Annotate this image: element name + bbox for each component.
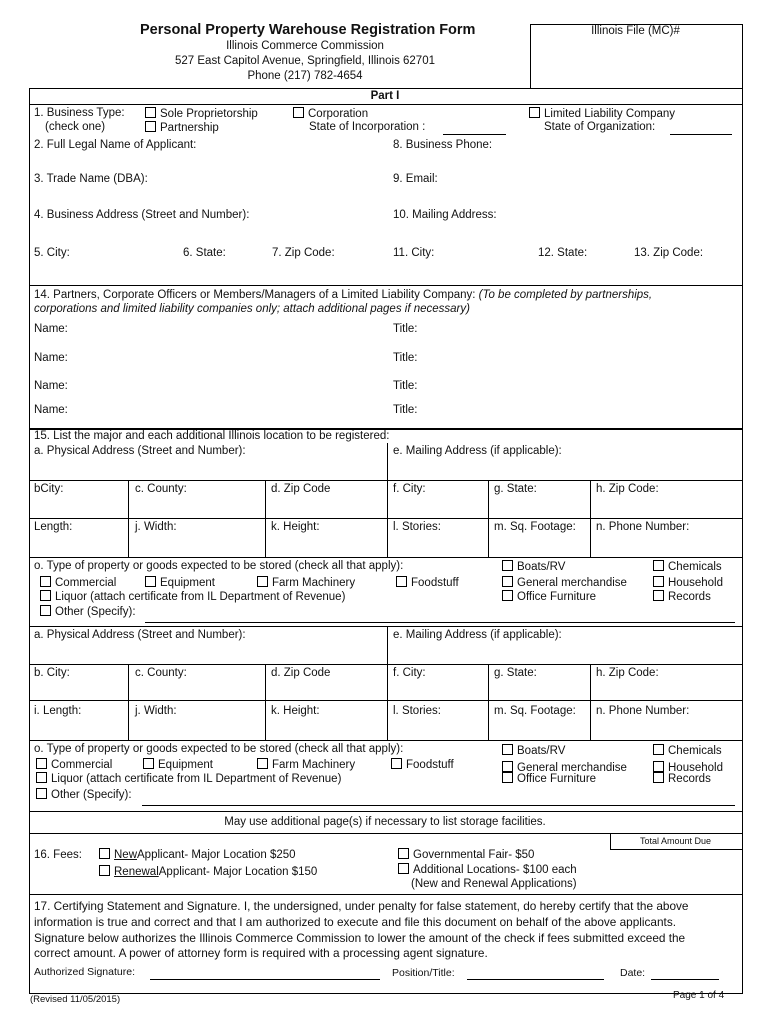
loc2-goods-commercial[interactable]: Commercial xyxy=(36,758,112,771)
revised-date: (Revised 11/05/2015) xyxy=(30,994,121,1005)
loc1-goods-general[interactable]: General merchandise xyxy=(502,576,627,589)
state-organization-line[interactable] xyxy=(670,134,732,135)
checkbox[interactable] xyxy=(99,848,110,859)
fee-governmental[interactable]: Governmental Fair- $50 xyxy=(398,848,534,861)
additional-pages-note: May use additional page(s) if necessary to list storage facilities. xyxy=(224,816,546,828)
loc1-mail-zip[interactable]: h. Zip Code: xyxy=(596,483,659,495)
certify-line-4: correct amount. A power of attorney form is required with a processing agent signature. xyxy=(34,946,488,960)
business-type-label: 1. Business Type: xyxy=(34,107,125,119)
checkbox[interactable] xyxy=(293,107,304,118)
loc1-phone[interactable]: n. Phone Number: xyxy=(596,521,690,533)
field-mail-city[interactable]: 11. City: xyxy=(393,247,435,259)
position-line[interactable] xyxy=(467,979,604,980)
loc2-goods-liquor[interactable]: Liquor (attach certificate from IL Department of Revenue) xyxy=(36,772,341,785)
checkbox[interactable] xyxy=(391,758,402,769)
loc2-goods-household[interactable]: Household xyxy=(653,761,723,774)
loc1-county[interactable]: c. County: xyxy=(135,483,187,495)
partners-note: corporations and limited liability companies only; attach additional pages if necessary) xyxy=(34,303,470,315)
fee-new-applicant[interactable]: NewApplicant- Major Location $250 xyxy=(99,848,296,861)
partner-name-4[interactable]: Name: xyxy=(34,404,68,416)
checkbox[interactable] xyxy=(143,758,154,769)
checkbox[interactable] xyxy=(257,758,268,769)
loc1-sq-footage[interactable]: m. Sq. Footage: xyxy=(494,521,576,533)
page-number: Page 1 of 4 xyxy=(673,990,725,1001)
loc2-goods-office[interactable]: Office Furniture xyxy=(502,772,596,785)
loc1-width[interactable]: j. Width: xyxy=(135,521,177,533)
option-partnership[interactable]: Partnership xyxy=(145,121,219,134)
field-business-address[interactable]: 4. Business Address (Street and Number): xyxy=(34,209,250,221)
checkbox[interactable] xyxy=(502,761,513,772)
loc2-other-line[interactable] xyxy=(142,805,735,806)
loc1-mail-city[interactable]: f. City: xyxy=(393,483,426,495)
loc1-physical-address[interactable]: a. Physical Address (Street and Number): xyxy=(34,445,246,457)
loc2-goods-farm[interactable]: Farm Machinery xyxy=(257,758,355,771)
checkbox[interactable] xyxy=(40,576,51,587)
partner-title-3[interactable]: Title: xyxy=(393,380,418,392)
loc1-goods-farm[interactable]: Farm Machinery xyxy=(257,576,355,589)
checkbox[interactable] xyxy=(36,772,47,783)
signature-line[interactable] xyxy=(150,979,380,980)
agency-address: 527 East Capitol Avenue, Springfield, Illinois 62701 xyxy=(175,55,435,67)
loc2-zip[interactable]: d. Zip Code xyxy=(271,667,331,679)
loc1-goods-other[interactable]: Other (Specify): xyxy=(40,605,136,618)
state-organization-label: State of Organization: xyxy=(544,121,656,133)
certify-line-1: 17. Certifying Statement and Signature. I, the undersigned, under penalty for false statement, do hereby certify that the above xyxy=(34,899,689,913)
field-mail-state[interactable]: 12. State: xyxy=(538,247,588,259)
certify-line-2: information is true and correct and that I am authorized to execute and file this document on behalf of the above applicants. xyxy=(34,915,677,929)
field-mail-zip[interactable]: 13. Zip Code: xyxy=(634,247,704,259)
loc1-mail-state[interactable]: g. State: xyxy=(494,483,537,495)
loc2-stories[interactable]: l. Stories: xyxy=(393,705,441,717)
loc1-goods-foodstuff[interactable]: Foodstuff xyxy=(396,576,459,589)
loc1-goods-office[interactable]: Office Furniture xyxy=(502,590,596,603)
loc1-goods-equipment[interactable]: Equipment xyxy=(145,576,215,589)
certify-line-3: Signature below authorizes the Illinois Commerce Commission to lower the amount of the check if fees submitted exceed the xyxy=(34,931,686,945)
checkbox[interactable] xyxy=(398,848,409,859)
checkbox[interactable] xyxy=(36,788,47,799)
loc2-mail-city[interactable]: f. City: xyxy=(393,667,426,679)
position-label: Position/Title: xyxy=(392,967,455,979)
signature-label: Authorized Signature: xyxy=(34,966,135,978)
checkbox[interactable] xyxy=(145,107,156,118)
loc2-city[interactable]: b. City: xyxy=(34,667,70,679)
loc2-goods-boats[interactable]: Boats/RV xyxy=(502,744,565,757)
checkbox[interactable] xyxy=(653,590,664,601)
loc1-goods-liquor[interactable]: Liquor (attach certificate from IL Department of Revenue) xyxy=(40,590,345,603)
agency-name: Illinois Commerce Commission xyxy=(226,40,384,52)
loc1-goods-chemicals[interactable]: Chemicals xyxy=(653,560,722,573)
loc2-height[interactable]: k. Height: xyxy=(271,705,320,717)
partner-name-3[interactable]: Name: xyxy=(34,380,68,392)
checkbox[interactable] xyxy=(502,576,513,587)
loc2-goods-equipment[interactable]: Equipment xyxy=(143,758,213,771)
checkbox[interactable] xyxy=(36,758,47,769)
checkbox[interactable] xyxy=(99,865,110,876)
checkbox[interactable] xyxy=(40,605,51,616)
loc1-goods-commercial[interactable]: Commercial xyxy=(40,576,116,589)
partner-title-2[interactable]: Title: xyxy=(393,352,418,364)
checkbox[interactable] xyxy=(653,744,664,755)
checkbox[interactable] xyxy=(653,772,664,783)
checkbox[interactable] xyxy=(40,590,51,601)
field-trade-name[interactable]: 3. Trade Name (DBA): xyxy=(34,173,148,185)
business-type-sub: (check one) xyxy=(45,121,106,133)
loc1-zip[interactable]: d. Zip Code xyxy=(271,483,331,495)
loc2-county[interactable]: c. County: xyxy=(135,667,187,679)
partner-title-1[interactable]: Title: xyxy=(393,323,418,335)
checkbox[interactable] xyxy=(502,590,513,601)
loc2-goods-chemicals[interactable]: Chemicals xyxy=(653,744,722,757)
loc2-mailing-address[interactable]: e. Mailing Address (if applicable): xyxy=(393,629,562,641)
loc1-height[interactable]: k. Height: xyxy=(271,521,320,533)
state-incorporation-label: State of Incorporation : xyxy=(309,121,426,133)
field-email[interactable]: 9. Email: xyxy=(393,173,438,185)
loc2-width[interactable]: j. Width: xyxy=(135,705,177,717)
checkbox[interactable] xyxy=(396,576,407,587)
loc2-goods-other[interactable]: Other (Specify): xyxy=(36,788,132,801)
state-incorporation-line[interactable] xyxy=(443,134,506,135)
field-state[interactable]: 6. State: xyxy=(183,247,226,259)
checkbox[interactable] xyxy=(529,107,540,118)
checkbox[interactable] xyxy=(653,560,664,571)
checkbox[interactable] xyxy=(502,744,513,755)
loc2-goods-records[interactable]: Records xyxy=(653,772,711,785)
fee-additional[interactable]: Additional Locations- $100 each xyxy=(398,863,577,876)
option-corporation[interactable]: Corporation xyxy=(293,107,368,120)
loc1-goods-records[interactable]: Records xyxy=(653,590,711,603)
loc1-length[interactable]: Length: xyxy=(34,521,73,533)
locations-label: 15. List the major and each additional Illinois location to be registered: xyxy=(34,430,390,442)
checkbox[interactable] xyxy=(502,772,513,783)
file-number-label: Illinois File (MC)# xyxy=(591,25,680,37)
loc1-goods-boats[interactable]: Boats/RV xyxy=(502,560,565,573)
loc2-physical-address[interactable]: a. Physical Address (Street and Number): xyxy=(34,629,246,641)
fees-label: 16. Fees: xyxy=(34,849,82,861)
loc1-goods-household[interactable]: Household xyxy=(653,576,723,589)
field-legal-name[interactable]: 2. Full Legal Name of Applicant: xyxy=(34,139,197,151)
partners-label: 14. Partners, Corporate Officers or Members/Managers of a Limited Liability Company: (To be completed by partnerships, xyxy=(34,289,653,301)
loc2-goods-general[interactable]: General merchandise xyxy=(502,761,627,774)
loc2-sq-footage[interactable]: m. Sq. Footage: xyxy=(494,705,576,717)
checkbox[interactable] xyxy=(502,560,513,571)
loc2-goods-foodstuff[interactable]: Foodstuff xyxy=(391,758,454,771)
loc1-city[interactable]: bCity: xyxy=(34,483,64,495)
form-title: Personal Property Warehouse Registration Form xyxy=(140,22,476,38)
option-sole-proprietorship[interactable]: Sole Proprietorship xyxy=(145,107,258,120)
field-business-phone[interactable]: 8. Business Phone: xyxy=(393,139,493,151)
partner-name-1[interactable]: Name: xyxy=(34,323,68,335)
fee-additional-note: (New and Renewal Applications) xyxy=(411,878,577,890)
loc1-mailing-address[interactable]: e. Mailing Address (if applicable): xyxy=(393,445,562,457)
checkbox[interactable] xyxy=(257,576,268,587)
field-zip[interactable]: 7. Zip Code: xyxy=(272,247,335,259)
date-label: Date: xyxy=(620,967,646,979)
field-mailing-address[interactable]: 10. Mailing Address: xyxy=(393,209,497,221)
loc1-stories[interactable]: l. Stories: xyxy=(393,521,441,533)
option-llc[interactable]: Limited Liability Company xyxy=(529,107,675,120)
checkbox[interactable] xyxy=(398,863,409,874)
field-city[interactable]: 5. City: xyxy=(34,247,70,259)
loc1-goods-label: o. Type of property or goods expected to be stored (check all that apply): xyxy=(34,560,404,572)
checkbox[interactable] xyxy=(653,761,664,772)
loc2-phone[interactable]: n. Phone Number: xyxy=(596,705,690,717)
checkbox[interactable] xyxy=(145,121,156,132)
fee-renewal-applicant[interactable]: RenewalApplicant- Major Location $150 xyxy=(99,865,317,878)
agency-phone: Phone (217) 782-4654 xyxy=(247,70,363,82)
loc2-length[interactable]: i. Length: xyxy=(34,705,82,717)
loc2-mail-zip[interactable]: h. Zip Code: xyxy=(596,667,659,679)
total-amount-label: Total Amount Due xyxy=(639,836,712,846)
loc2-mail-state[interactable]: g. State: xyxy=(494,667,537,679)
checkbox[interactable] xyxy=(145,576,156,587)
partner-name-2[interactable]: Name: xyxy=(34,352,68,364)
date-line[interactable] xyxy=(651,979,719,980)
partner-title-4[interactable]: Title: xyxy=(393,404,418,416)
loc1-other-line[interactable] xyxy=(145,622,735,623)
checkbox[interactable] xyxy=(653,576,664,587)
part-heading: Part I xyxy=(370,90,400,102)
loc2-goods-label: o. Type of property or goods expected to be stored (check all that apply): xyxy=(34,743,404,755)
